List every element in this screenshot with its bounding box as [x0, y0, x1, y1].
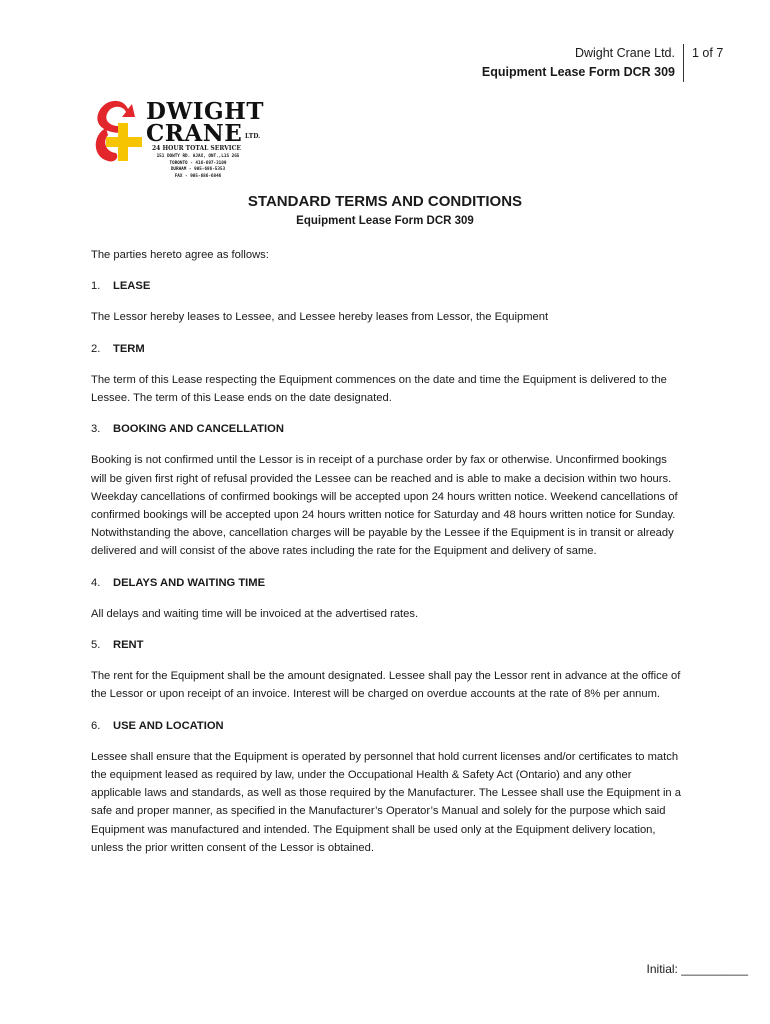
- crane-hook-icon: [88, 95, 148, 170]
- document-title: STANDARD TERMS AND CONDITIONS: [247, 193, 523, 210]
- section-body-booking: Booking is not confirmed until the Lessor is in receipt of a purchase order by fax or otherwise. Unconfirmed bookings will be given first right of refusal provided the Lessee can be reached and is able to make a decision within two hours. Weekday cancellations of confirmed bookings will be accepted upon 24 hours written notice. Weekend cancellations of confirmed bookings will be accepted upon 24 hours written notice for Saturday and 48 hours written notice for Sunday. Notwithstanding the above, cancellation charges will be payable by the Lessee if the Equipment is in transit or already delivered and will consist of the above rates including the rate for the Equipment and delivery of same.: [91, 454, 678, 558]
- section-heading-lease: [91, 277, 681, 295]
- document-body: [91, 246, 681, 870]
- section-heading-use: [91, 717, 681, 735]
- section-heading-booking: [91, 420, 681, 438]
- section-number: 5.: [91, 639, 101, 652]
- logo-name-line2: CRANE: [146, 120, 243, 147]
- section-body-lease: The Lessor hereby leases to Lessee, and Lessee hereby leases from Lessor, the Equipment: [91, 311, 549, 324]
- initial-label: Initial:: [646, 962, 678, 976]
- section-number: 2.: [91, 342, 101, 355]
- logo-tagline: 24 HOUR TOTAL SERVICE: [152, 145, 241, 152]
- logo-address: 151 DOWTY RD. AJAX, ONT.,L1S 2G5: [156, 154, 240, 159]
- section-body-rent: The rent for the Equipment shall be the amount designated. Lessee shall pay the Lessor rent in advance at the office of the Lessor or upon receipt of an invoice. Interest will be charged on overdue accounts at the rate of 8% per annum.: [91, 670, 681, 701]
- section-body-use: Lessee shall ensure that the Equipment is operated by personnel that hold current licenses and/or certificates to match the equipment leased as required by law, under the Occupational Health & Safety Act (Ontario) and any other applicable laws and standards, as well as those required by the Manufacturer. The Lessee shall use the Equipment in a safe and proper manner, as specified in the Manufacturer’s Operator’s Manual and solely for the purpose which said Equipment was manufactured and intended. The Equipment shall be used only at the Equipment delivery location, unless the prior written consent of the Lessor is obtained.: [91, 750, 681, 854]
- company-logo: [88, 95, 278, 205]
- logo-fax: FAX - 905-686-6846: [174, 173, 222, 179]
- section-heading-term: [91, 340, 681, 358]
- section-number: 1.: [91, 280, 101, 293]
- section-number: 6.: [91, 719, 101, 732]
- page-number: 1 of 7: [692, 46, 724, 60]
- page-header: [482, 44, 684, 82]
- logo-durham-phone: DURHAM - 905-686-5353: [170, 167, 226, 172]
- section-body-delays: All delays and waiting time will be invoiced at the advertised rates.: [91, 607, 419, 620]
- initial-field[interactable]: [647, 962, 748, 976]
- document-subtitle: Equipment Lease Form DCR 309: [296, 215, 474, 227]
- logo-contact: [148, 154, 248, 180]
- section-title: USE AND LOCATION: [113, 719, 224, 732]
- section-number: 3.: [91, 423, 101, 436]
- header-company: Dwight Crane Ltd.: [574, 46, 675, 60]
- logo-ltd: LTD.: [245, 133, 261, 140]
- section-heading-rent: [91, 636, 681, 654]
- section-title: TERM: [113, 342, 145, 355]
- header-form-title: Equipment Lease Form DCR 309: [481, 65, 675, 79]
- section-title: RENT: [113, 639, 144, 652]
- logo-toronto-phone: TORONTO - 416-697-3109: [169, 160, 227, 166]
- section-title: BOOKING AND CANCELLATION: [113, 423, 284, 436]
- intro-text: The parties hereto agree as follows:: [91, 249, 269, 261]
- section-body-term: The term of this Lease respecting the Equipment commences on the date and time the Equipment is delivered to the Lessee. The term of this Lease ends on the date designated.: [91, 373, 667, 405]
- section-title: LEASE: [113, 280, 151, 293]
- section-number: 4.: [91, 576, 101, 589]
- section-heading-delays: [91, 574, 681, 592]
- logo-name-line1: DWIGHT: [146, 98, 265, 125]
- section-title: DELAYS AND WAITING TIME: [113, 576, 266, 589]
- initial-line[interactable]: __________: [681, 962, 748, 976]
